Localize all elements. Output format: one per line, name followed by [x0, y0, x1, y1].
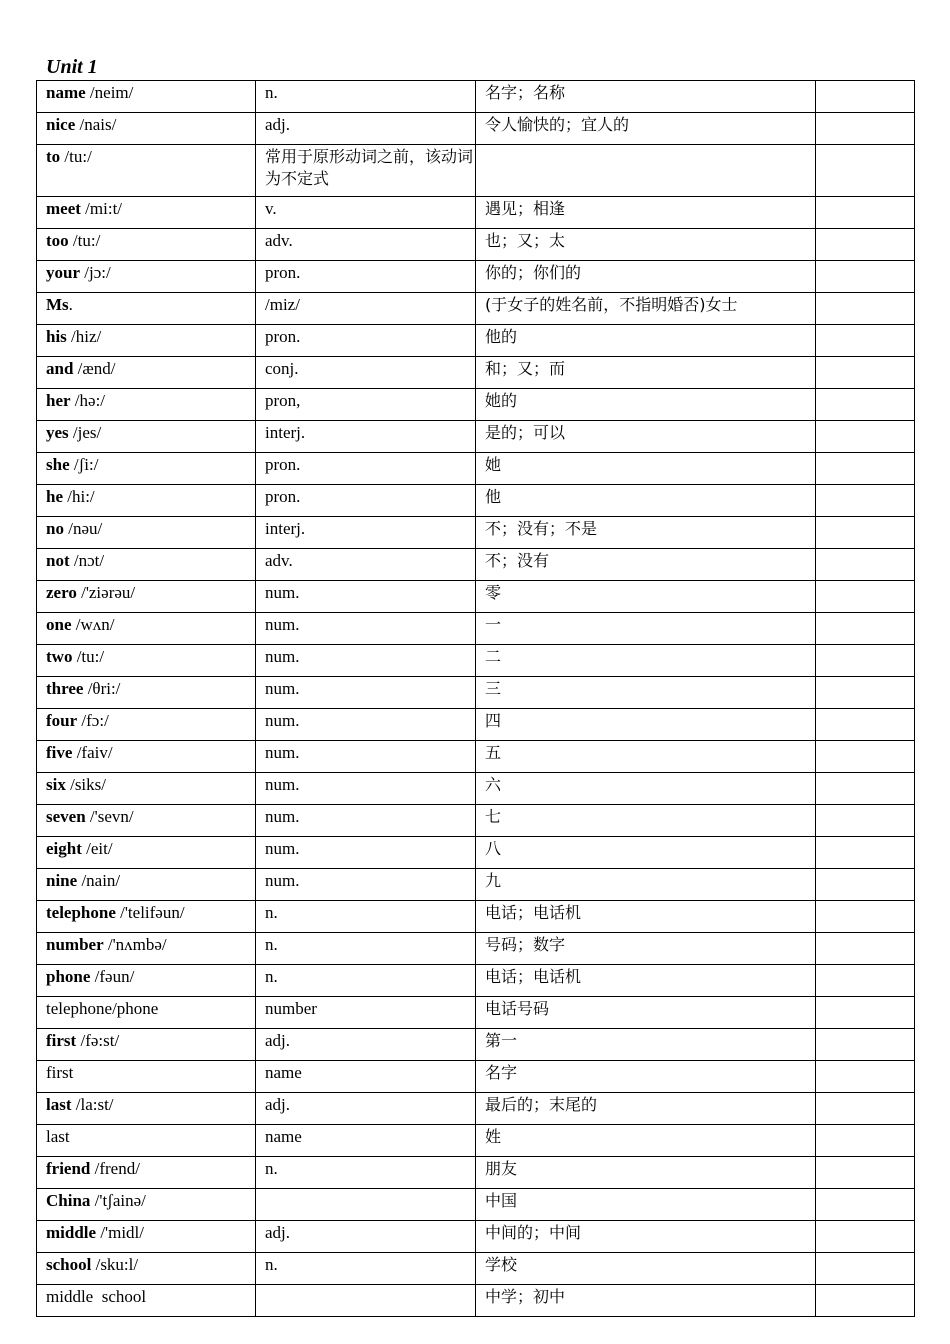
meaning-cell: 朋友: [476, 1157, 816, 1189]
meaning-cell: 她: [476, 453, 816, 485]
part-of-speech-cell: /miz/: [256, 293, 476, 325]
phonetic: /mi:t/: [80, 199, 123, 218]
notes-cell: [816, 837, 915, 869]
meaning-cell: 一: [476, 613, 816, 645]
part-of-speech-cell: name: [256, 1125, 476, 1157]
meaning-cell: 遇见；相逢: [476, 197, 816, 229]
meaning-cell: 令人愉快的；宜人的: [476, 113, 816, 145]
meaning-cell: 中国: [476, 1189, 816, 1221]
table-row: [37, 357, 915, 389]
phonetic: /θri:/: [83, 679, 121, 698]
part-of-speech-cell: [256, 1285, 476, 1317]
meaning-cell: 他: [476, 485, 816, 517]
table-row: [37, 325, 915, 357]
headword: no: [46, 519, 64, 538]
headword: her: [46, 391, 71, 410]
word-cell: [37, 1253, 256, 1285]
word-cell: [37, 293, 256, 325]
notes-cell: [816, 517, 915, 549]
part-of-speech-cell: num.: [256, 741, 476, 773]
table-row: [37, 613, 915, 645]
meaning-cell: 不；没有: [476, 549, 816, 581]
notes-cell: [816, 1029, 915, 1061]
table-row: [37, 773, 915, 805]
part-of-speech-cell: n.: [256, 901, 476, 933]
phonetic: /'midl/: [96, 1223, 144, 1242]
notes-cell: [816, 485, 915, 517]
notes-cell: [816, 357, 915, 389]
word-cell: [37, 1029, 256, 1061]
table-row: [37, 145, 915, 197]
phonetic: /tu:/: [72, 647, 105, 666]
headword: one: [46, 615, 72, 634]
phonetic: /'tʃainə/: [90, 1191, 146, 1210]
headword: nice: [46, 115, 76, 134]
word-cell: [37, 1189, 256, 1221]
part-of-speech-cell: pron.: [256, 325, 476, 357]
word-cell: [37, 421, 256, 453]
word-cell: [37, 613, 256, 645]
headword: two: [46, 647, 73, 666]
notes-cell: [816, 453, 915, 485]
notes-cell: [816, 81, 915, 113]
part-of-speech-cell: interj.: [256, 517, 476, 549]
meaning-cell: 电话；电话机: [476, 965, 816, 997]
table-row: [37, 1093, 915, 1125]
table-row: [37, 837, 915, 869]
headword: four: [46, 711, 78, 730]
phonetic: /sku:l/: [91, 1255, 139, 1274]
notes-cell: [816, 325, 915, 357]
part-of-speech-cell: name: [256, 1061, 476, 1093]
headword: your: [46, 263, 80, 282]
notes-cell: [816, 677, 915, 709]
headword: first: [46, 1031, 77, 1050]
table-row: [37, 1189, 915, 1221]
meaning-cell: 八: [476, 837, 816, 869]
notes-cell: [816, 869, 915, 901]
part-of-speech-cell: adj.: [256, 1093, 476, 1125]
part-of-speech-cell: num.: [256, 773, 476, 805]
word-cell: [37, 485, 256, 517]
table-row: [37, 453, 915, 485]
meaning-cell: 不；没有；不是: [476, 517, 816, 549]
notes-cell: [816, 145, 915, 197]
part-of-speech-cell: pron.: [256, 485, 476, 517]
meaning-cell: 和；又；而: [476, 357, 816, 389]
table-row: [37, 997, 915, 1029]
part-of-speech-cell: adv.: [256, 549, 476, 581]
word-cell: [37, 1093, 256, 1125]
word-cell: [37, 709, 256, 741]
table-row: [37, 1253, 915, 1285]
part-of-speech-cell: adj.: [256, 1029, 476, 1061]
meaning-cell: 中间的；中间: [476, 1221, 816, 1253]
vocabulary-table: [36, 80, 915, 1317]
table-row: [37, 1029, 915, 1061]
word-cell: [37, 837, 256, 869]
part-of-speech-cell: pron,: [256, 389, 476, 421]
notes-cell: [816, 965, 915, 997]
part-of-speech-cell: num.: [256, 645, 476, 677]
headword: six: [46, 775, 66, 794]
headword: China: [46, 1191, 91, 1210]
phonetic: /hə:/: [70, 391, 106, 410]
headword: last: [46, 1095, 72, 1114]
headword: she: [46, 455, 70, 474]
phonetic: /frend/: [90, 1159, 140, 1178]
phonetic: /nain/: [77, 871, 121, 890]
notes-cell: [816, 645, 915, 677]
table-row: [37, 901, 915, 933]
table-row: [37, 645, 915, 677]
phonetic: /'ziərəu/: [76, 583, 136, 602]
phonetic: /faiv/: [72, 743, 113, 762]
meaning-cell: 名字；名称: [476, 81, 816, 113]
phonetic: /siks/: [65, 775, 106, 794]
notes-cell: [816, 1093, 915, 1125]
table-row: [37, 229, 915, 261]
part-of-speech-cell: num.: [256, 709, 476, 741]
part-of-speech-cell: adj.: [256, 1221, 476, 1253]
table-row: [37, 965, 915, 997]
word-cell: [37, 901, 256, 933]
word-cell: [37, 325, 256, 357]
table-row: [37, 293, 915, 325]
notes-cell: [816, 581, 915, 613]
notes-cell: [816, 1253, 915, 1285]
table-row: [37, 709, 915, 741]
notes-cell: [816, 1221, 915, 1253]
meaning-cell: 五: [476, 741, 816, 773]
meaning-cell: 也；又；太: [476, 229, 816, 261]
headword: his: [46, 327, 67, 346]
word-cell: [37, 1125, 256, 1157]
table-row: [37, 261, 915, 293]
headword: friend: [46, 1159, 91, 1178]
phonetic: /fəun/: [90, 967, 135, 986]
headword: telephone: [46, 903, 116, 922]
word-cell: [37, 81, 256, 113]
headword: three: [46, 679, 84, 698]
word-cell: [37, 261, 256, 293]
phonetic: /nəu/: [63, 519, 103, 538]
part-of-speech-cell: [256, 1189, 476, 1221]
notes-cell: [816, 933, 915, 965]
meaning-cell: 第一: [476, 1029, 816, 1061]
word-cell: [37, 933, 256, 965]
part-of-speech-cell: adj.: [256, 113, 476, 145]
part-of-speech-cell: num.: [256, 581, 476, 613]
part-of-speech-cell: interj.: [256, 421, 476, 453]
table-row: [37, 421, 915, 453]
meaning-cell: 七: [476, 805, 816, 837]
headword: to: [46, 147, 61, 166]
table-row: [37, 1221, 915, 1253]
word-cell: [37, 453, 256, 485]
headword: and: [46, 359, 74, 378]
notes-cell: [816, 293, 915, 325]
phonetic: /la:st/: [71, 1095, 114, 1114]
part-of-speech-cell: pron.: [256, 453, 476, 485]
meaning-cell: 号码；数字: [476, 933, 816, 965]
meaning-cell: 你的；你们的: [476, 261, 816, 293]
part-of-speech-cell: num.: [256, 837, 476, 869]
phonetic: /tu:/: [60, 147, 92, 166]
notes-cell: [816, 613, 915, 645]
part-of-speech-cell: num.: [256, 677, 476, 709]
meaning-cell: 电话；电话机: [476, 901, 816, 933]
phonetic: /ʃi:/: [69, 455, 99, 474]
table-row: [37, 1285, 915, 1317]
unit-title: Unit 1: [46, 56, 98, 78]
notes-cell: [816, 709, 915, 741]
meaning-cell: 中学；初中: [476, 1285, 816, 1317]
table-row: [37, 933, 915, 965]
phonetic: /jes/: [68, 423, 102, 442]
headword: meet: [46, 199, 81, 218]
meaning-cell: 是的；可以: [476, 421, 816, 453]
word-cell: [37, 869, 256, 901]
headword: eight: [46, 839, 82, 858]
phonetic: /hiz/: [66, 327, 102, 346]
headword: seven: [46, 807, 86, 826]
meaning-cell: [476, 145, 816, 197]
word-cell: [37, 197, 256, 229]
table-row: [37, 113, 915, 145]
table-row: [37, 869, 915, 901]
phonetic: /jɔ:/: [80, 263, 111, 282]
vocabulary-table-body: [37, 81, 915, 1317]
word-cell: [37, 581, 256, 613]
notes-cell: [816, 1157, 915, 1189]
table-row: [37, 1061, 915, 1093]
meaning-cell: (于女子的姓名前，不指明婚否)女士: [476, 293, 816, 325]
meaning-cell: 名字: [476, 1061, 816, 1093]
table-row: [37, 741, 915, 773]
word-cell: [37, 1061, 256, 1093]
headword: middle: [46, 1223, 97, 1242]
phonetic: /eit/: [81, 839, 113, 858]
part-of-speech-cell: 常用于原形动词之前，该动词为不定式: [256, 145, 476, 197]
word-cell: [37, 389, 256, 421]
phonetic: /ænd/: [73, 359, 116, 378]
notes-cell: [816, 901, 915, 933]
headword: zero: [46, 583, 77, 602]
phonetic: /nais/: [75, 115, 117, 134]
phonetic: last: [46, 1127, 70, 1146]
meaning-cell: 最后的；末尾的: [476, 1093, 816, 1125]
meaning-cell: 六: [476, 773, 816, 805]
word-cell: [37, 145, 256, 197]
meaning-cell: 电话号码: [476, 997, 816, 1029]
table-row: [37, 1157, 915, 1189]
table-row: [37, 677, 915, 709]
notes-cell: [816, 805, 915, 837]
part-of-speech-cell: adv.: [256, 229, 476, 261]
phonetic: /neim/: [85, 83, 134, 102]
word-cell: [37, 229, 256, 261]
headword: he: [46, 487, 63, 506]
phonetic: .: [68, 295, 73, 314]
notes-cell: [816, 741, 915, 773]
meaning-cell: 姓: [476, 1125, 816, 1157]
part-of-speech-cell: number: [256, 997, 476, 1029]
table-row: [37, 517, 915, 549]
phonetic: first: [46, 1063, 74, 1082]
part-of-speech-cell: pron.: [256, 261, 476, 293]
part-of-speech-cell: v.: [256, 197, 476, 229]
word-cell: [37, 1221, 256, 1253]
part-of-speech-cell: num.: [256, 613, 476, 645]
notes-cell: [816, 1061, 915, 1093]
word-cell: [37, 1157, 256, 1189]
part-of-speech-cell: num.: [256, 869, 476, 901]
meaning-cell: 他的: [476, 325, 816, 357]
headword: yes: [46, 423, 69, 442]
phonetic: telephone/phone: [46, 999, 159, 1018]
table-row: [37, 389, 915, 421]
notes-cell: [816, 113, 915, 145]
headword: too: [46, 231, 69, 250]
table-row: [37, 549, 915, 581]
meaning-cell: 零: [476, 581, 816, 613]
meaning-cell: 三: [476, 677, 816, 709]
notes-cell: [816, 389, 915, 421]
meaning-cell: 二: [476, 645, 816, 677]
word-cell: [37, 965, 256, 997]
word-cell: [37, 517, 256, 549]
headword: phone: [46, 967, 91, 986]
word-cell: [37, 997, 256, 1029]
part-of-speech-cell: n.: [256, 1157, 476, 1189]
phonetic: /fɔ:/: [77, 711, 109, 730]
notes-cell: [816, 997, 915, 1029]
table-row: [37, 485, 915, 517]
phonetic: /'telifəun/: [115, 903, 185, 922]
notes-cell: [816, 1285, 915, 1317]
part-of-speech-cell: conj.: [256, 357, 476, 389]
word-cell: [37, 113, 256, 145]
word-cell: [37, 357, 256, 389]
meaning-cell: 她的: [476, 389, 816, 421]
headword: five: [46, 743, 73, 762]
notes-cell: [816, 197, 915, 229]
part-of-speech-cell: n.: [256, 1253, 476, 1285]
word-cell: [37, 773, 256, 805]
phonetic: /'nʌmbə/: [103, 935, 167, 954]
part-of-speech-cell: num.: [256, 805, 476, 837]
word-cell: [37, 549, 256, 581]
headword: not: [46, 551, 70, 570]
table-row: [37, 1125, 915, 1157]
part-of-speech-cell: n.: [256, 965, 476, 997]
headword: number: [46, 935, 104, 954]
headword: school: [46, 1255, 92, 1274]
meaning-cell: 九: [476, 869, 816, 901]
headword: Ms: [46, 295, 69, 314]
table-row: [37, 805, 915, 837]
meaning-cell: 四: [476, 709, 816, 741]
table-row: [37, 81, 915, 113]
phonetic: middle school: [46, 1287, 147, 1306]
word-cell: [37, 1285, 256, 1317]
headword: name: [46, 83, 86, 102]
meaning-cell: 学校: [476, 1253, 816, 1285]
part-of-speech-cell: n.: [256, 933, 476, 965]
notes-cell: [816, 773, 915, 805]
phonetic: /fə:st/: [76, 1031, 120, 1050]
word-cell: [37, 645, 256, 677]
word-cell: [37, 677, 256, 709]
notes-cell: [816, 549, 915, 581]
notes-cell: [816, 229, 915, 261]
word-cell: [37, 741, 256, 773]
headword: nine: [46, 871, 78, 890]
phonetic: /hi:/: [63, 487, 95, 506]
word-cell: [37, 805, 256, 837]
phonetic: /wʌn/: [71, 615, 115, 634]
phonetic: /'sevn/: [85, 807, 134, 826]
table-row: [37, 197, 915, 229]
phonetic: /nɔt/: [69, 551, 105, 570]
part-of-speech-cell: n.: [256, 81, 476, 113]
notes-cell: [816, 1189, 915, 1221]
table-row: [37, 581, 915, 613]
notes-cell: [816, 261, 915, 293]
notes-cell: [816, 421, 915, 453]
phonetic: /tu:/: [68, 231, 101, 250]
notes-cell: [816, 1125, 915, 1157]
